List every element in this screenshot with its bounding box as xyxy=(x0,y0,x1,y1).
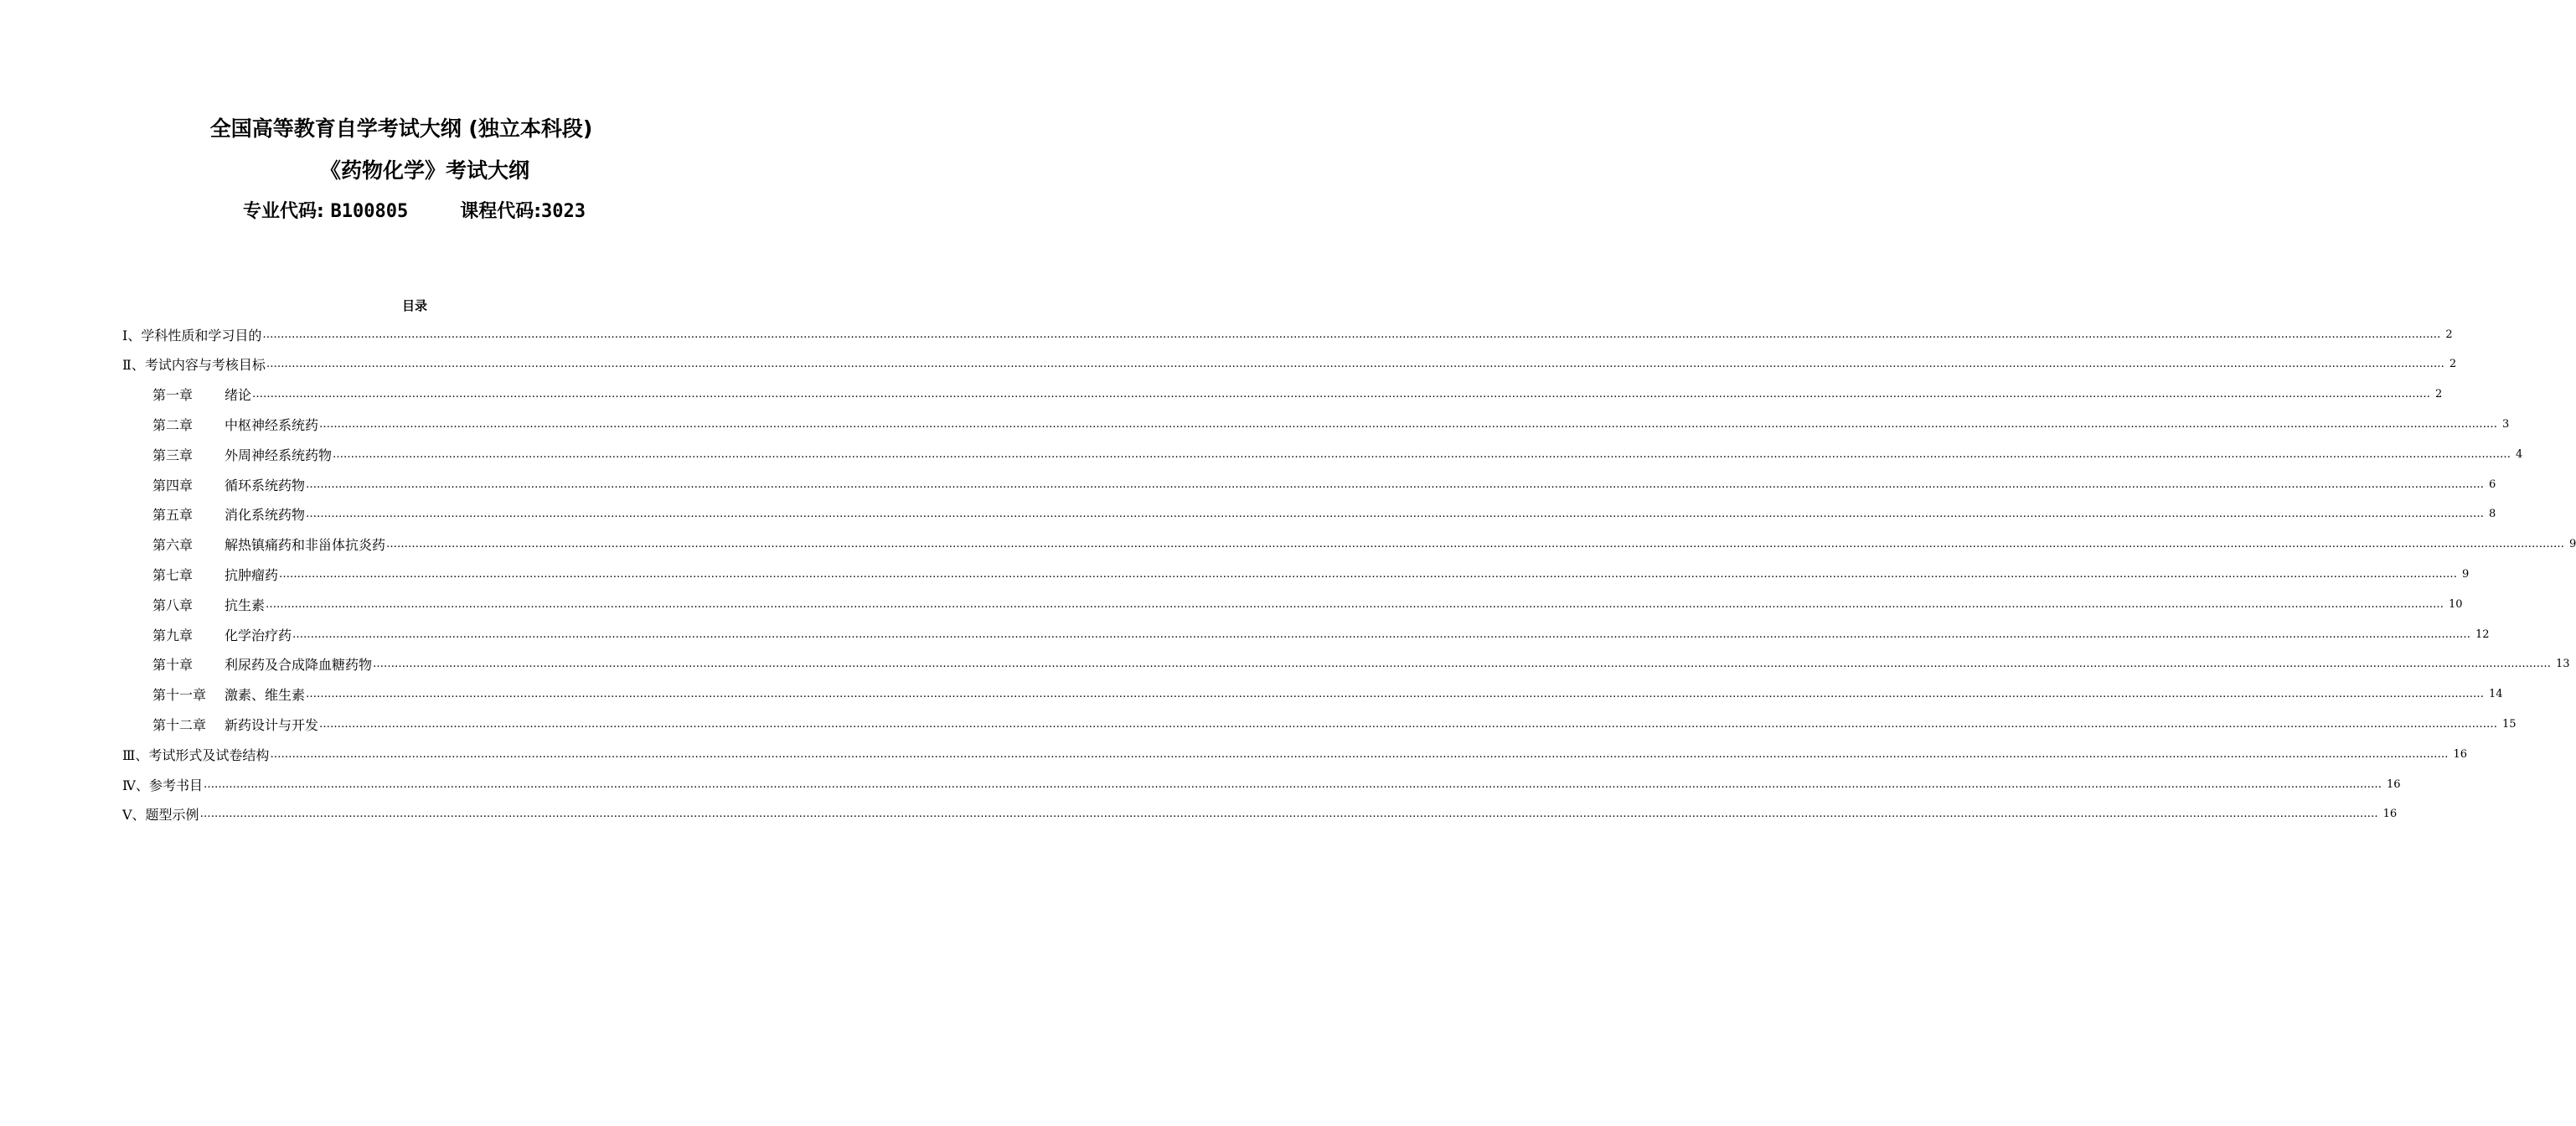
toc-entry-label xyxy=(122,804,200,824)
toc-leader-dots: …………………………………………………………………………………………………………………………………………………………………………………………………………………………………………………………………………………………………………………………………………………………………………………………………………………………………………………………………………………………………………………………………………………… xyxy=(199,808,2378,821)
toc-entry-label xyxy=(152,654,373,674)
toc-leader-dots: …………………………………………………………………………………………………………………………………………………………………………………………………………………………………………………………………………………………………………………………………………………………………………………………………………………………………………………………………………………………………………………………………………………… xyxy=(373,658,2552,671)
toc-entry-label xyxy=(122,775,204,794)
toc-page-number: 2 xyxy=(2435,388,2443,401)
toc-chapter-number: 第九章 xyxy=(152,627,194,643)
toc-entry[interactable] xyxy=(152,683,2503,706)
toc-chapter-number: 第三章 xyxy=(152,447,194,463)
toc-entry-label xyxy=(152,535,386,554)
toc-chapter-number: 第一章 xyxy=(152,387,194,404)
toc-entry-label xyxy=(152,475,306,494)
course-code-value: 3023 xyxy=(541,201,586,222)
toc-page-number: 14 xyxy=(2489,688,2503,701)
toc-entry-label xyxy=(122,745,270,764)
toc-entry-title: 新药设计与开发 xyxy=(225,716,319,733)
toc-entry-title: 绪论 xyxy=(225,387,252,404)
toc-entry[interactable] xyxy=(152,562,2470,586)
toc-entry-label xyxy=(152,565,279,584)
toc-leader-dots: …………………………………………………………………………………………………………………………………………………………………………………………………………………………………………………………………………………………………………………………………………………………………………………………………………………………………………………………………………………………………………………………………………………… xyxy=(266,358,2444,371)
toc-chapter-number: 第四章 xyxy=(152,477,194,493)
toc-leader-dots: …………………………………………………………………………………………………………………………………………………………………………………………………………………………………………………………………………………………………………………………………………………………………………………………………………………………………………………………………………………………………………………………………………………… xyxy=(306,478,2485,491)
toc-page-number: 2 xyxy=(2445,328,2453,341)
toc-entry-title: 循环系统药物 xyxy=(225,477,306,493)
toc-page-number: 16 xyxy=(2387,777,2401,791)
toc-page-number: 9 xyxy=(2462,567,2470,581)
toc-entry-label xyxy=(122,354,266,374)
toc-page-number: 13 xyxy=(2556,658,2570,671)
toc-leader-dots: …………………………………………………………………………………………………………………………………………………………………………………………………………………………………………………………………………………………………………………………………………………………………………………………………………………………………………………………………………………………………………………………………………………… xyxy=(266,597,2444,611)
toc-entry[interactable] xyxy=(122,803,2398,826)
toc-entry-title: Ⅳ、参考书目 xyxy=(122,777,203,793)
toc-entry[interactable] xyxy=(152,503,2496,526)
toc-entry-label xyxy=(152,625,292,644)
toc-page-number: 2 xyxy=(2449,358,2457,371)
toc-entry-label xyxy=(152,684,306,704)
toc-chapter-number: 第六章 xyxy=(152,537,194,554)
toc-page-number: 15 xyxy=(2502,717,2517,731)
toc-page-number: 16 xyxy=(2382,808,2398,821)
toc-entry-title: 抗肿瘤药 xyxy=(225,566,279,583)
toc-entry[interactable] xyxy=(152,412,2510,436)
toc-entry-title: Ⅴ、题型示例 xyxy=(122,807,199,824)
toc-page-number: 6 xyxy=(2489,478,2496,491)
toc-chapter-number: 第二章 xyxy=(152,416,194,433)
toc-entry-title: 激素、维生素 xyxy=(225,687,306,704)
toc-leader-dots: …………………………………………………………………………………………………………………………………………………………………………………………………………………………………………………………………………………………………………………………………………………………………………………………………………………………………………………………………………………………………………………………………………………… xyxy=(270,747,2449,761)
toc-page-number: 16 xyxy=(2453,747,2467,761)
toc-leader-dots: …………………………………………………………………………………………………………………………………………………………………………………………………………………………………………………………………………………………………………………………………………………………………………………………………………………………………………………………………………………………………………………………………………………… xyxy=(204,777,2382,791)
major-code-label: 专业代码: xyxy=(243,201,331,222)
toc-entry-title: 抗生素 xyxy=(225,597,266,613)
toc-leader-dots: …………………………………………………………………………………………………………………………………………………………………………………………………………………………………………………………………………………………………………………………………………………………………………………………………………………………………………………………………………………………………………………………………………………… xyxy=(333,447,2511,461)
toc-entry-label xyxy=(152,715,319,734)
toc-entry-title: 解热镇痛药和非甾体抗炎药 xyxy=(225,537,386,554)
toc-chapter-number: 第八章 xyxy=(152,597,194,613)
toc-entry-title: Ⅰ、学科性质和学习目的 xyxy=(122,327,262,343)
toc-leader-dots: …………………………………………………………………………………………………………………………………………………………………………………………………………………………………………………………………………………………………………………………………………………………………………………………………………………………………………………………………………………………………………………………………………………… xyxy=(319,417,2498,431)
toc-entry-label xyxy=(152,385,252,404)
document-title: 全国高等教育自学考试大纲 (独立本科段) xyxy=(209,116,593,141)
toc-entry-title: Ⅲ、考试形式及试卷结构 xyxy=(122,746,270,763)
toc-entry[interactable] xyxy=(152,442,2523,466)
toc-entry[interactable] xyxy=(152,712,2517,736)
toc-leader-dots: …………………………………………………………………………………………………………………………………………………………………………………………………………………………………………………………………………………………………………………………………………………………………………………………………………………………………………………………………………………………………………………………………………………… xyxy=(386,538,2565,551)
toc-chapter-number: 第十一章 xyxy=(152,687,207,704)
toc-chapter-number: 第五章 xyxy=(152,507,194,524)
toc-entry-label xyxy=(152,595,266,614)
toc-entry[interactable] xyxy=(122,353,2457,376)
toc-entry[interactable] xyxy=(122,742,2467,766)
toc-page-number: 8 xyxy=(2489,508,2496,521)
major-code-value: B100805 xyxy=(330,201,409,222)
toc-entry[interactable] xyxy=(152,653,2570,676)
toc-entry-title: Ⅱ、考试内容与考核目标 xyxy=(122,357,266,374)
toc-entry-title: 化学治疗药 xyxy=(225,627,292,643)
toc-entry-title: 消化系统药物 xyxy=(225,507,306,524)
toc-entry-title: 利尿药及合成降血糖药物 xyxy=(225,657,373,674)
toc-leader-dots: …………………………………………………………………………………………………………………………………………………………………………………………………………………………………………………………………………………………………………………………………………………………………………………………………………………………………………………………………………………………………………………………………………………… xyxy=(262,328,2441,341)
toc-page-number: 3 xyxy=(2502,417,2510,431)
toc-page-number: 9 xyxy=(2569,538,2576,551)
toc-entry[interactable] xyxy=(152,592,2463,616)
toc-entry-title: 外周神经系统药物 xyxy=(225,447,333,463)
toc-entry[interactable] xyxy=(152,473,2496,496)
toc-chapter-number: 第七章 xyxy=(152,566,194,583)
course-code-label: 课程代码: xyxy=(460,201,541,222)
toc-leader-dots: …………………………………………………………………………………………………………………………………………………………………………………………………………………………………………………………………………………………………………………………………………………………………………………………………………………………………………………………………………………………………………………………………………………… xyxy=(279,567,2458,581)
toc-page-number: 10 xyxy=(2449,597,2463,611)
toc-page-number: 4 xyxy=(2516,447,2523,461)
toc-leader-dots: …………………………………………………………………………………………………………………………………………………………………………………………………………………………………………………………………………………………………………………………………………………………………………………………………………………………………………………………………………………………………………………………………………………… xyxy=(306,508,2485,521)
toc-entry[interactable] xyxy=(122,323,2453,346)
toc-entry-label xyxy=(152,504,306,524)
toc-leader-dots: …………………………………………………………………………………………………………………………………………………………………………………………………………………………………………………………………………………………………………………………………………………………………………………………………………………………………………………………………………………………………………………………………………………… xyxy=(292,628,2471,641)
toc-leader-dots: …………………………………………………………………………………………………………………………………………………………………………………………………………………………………………………………………………………………………………………………………………………………………………………………………………………………………………………………………………………………………………………………………………………… xyxy=(252,388,2431,401)
codes-line xyxy=(243,197,586,223)
toc-entry-label xyxy=(152,445,333,464)
toc-chapter-number: 第十章 xyxy=(152,657,194,674)
toc-entry[interactable] xyxy=(122,772,2401,796)
toc-page-number: 12 xyxy=(2475,628,2490,641)
toc-entry-label xyxy=(122,325,262,344)
toc-leader-dots: …………………………………………………………………………………………………………………………………………………………………………………………………………………………………………………………………………………………………………………………………………………………………………………………………………………………………………………………………………………………………………………………………………………… xyxy=(319,717,2498,731)
toc-leader-dots: …………………………………………………………………………………………………………………………………………………………………………………………………………………………………………………………………………………………………………………………………………………………………………………………………………………………………………………………………………………………………………………………………………………… xyxy=(306,688,2485,701)
toc-chapter-number: 第十二章 xyxy=(152,716,207,733)
document-subtitle: 《药物化学》考试大纲 xyxy=(319,158,529,183)
toc-entry[interactable] xyxy=(152,622,2490,646)
toc-entry[interactable] xyxy=(152,533,2576,556)
toc-entry-label xyxy=(152,415,319,434)
toc-entry[interactable] xyxy=(152,383,2443,406)
toc-entry-title: 中枢神经系统药 xyxy=(225,416,319,433)
toc-heading: 目录 xyxy=(401,298,427,313)
